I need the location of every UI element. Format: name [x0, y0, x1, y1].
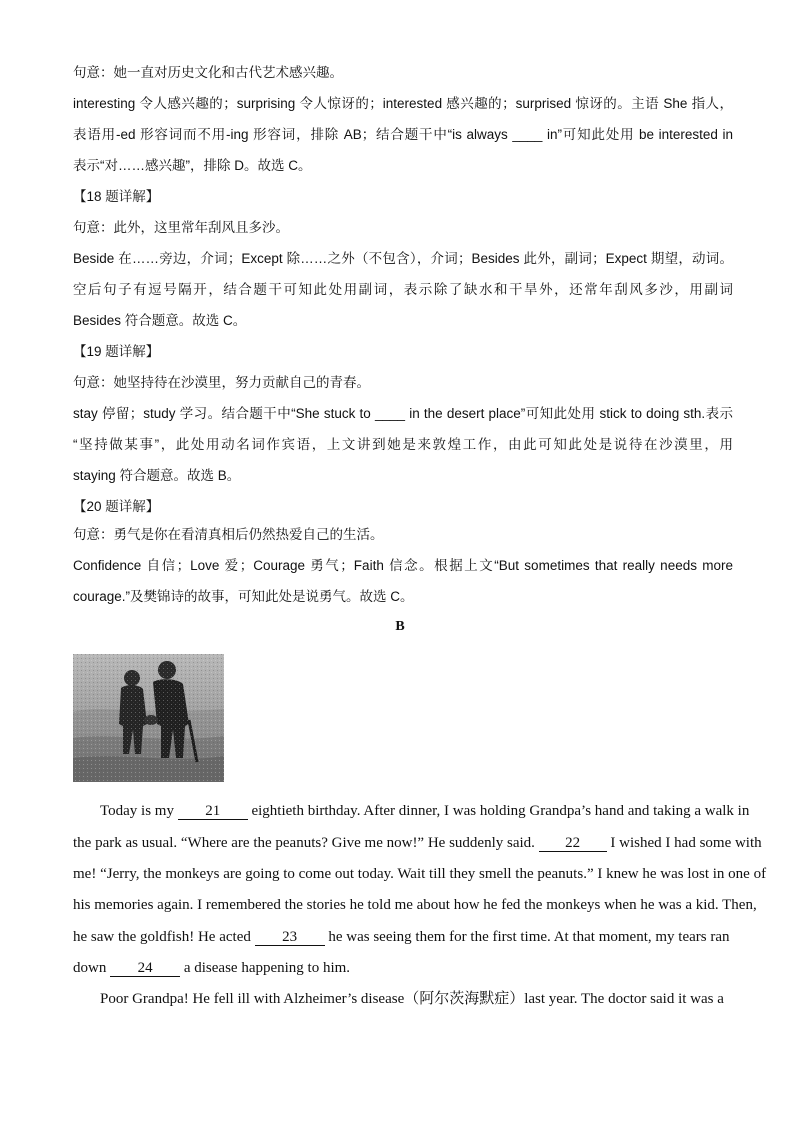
answer-blank-24: 24 [110, 960, 180, 977]
passage-line [100, 802, 750, 820]
explanation-line: courage.”及樊锦诗的故事，可知此处是说勇气。故选 C。 [73, 589, 414, 604]
passage-text: he saw the goldfish! He acted [73, 929, 251, 945]
explanation-line: 表语用-ed 形容词而不用-ing 形容词，排除 AB；结合题干中“is always ____ in”可知此处用 be interested in [73, 127, 733, 142]
explanation-line: 空后句子有逗号隔开，结合题干可知此处用副词，表示除了缺水和干旱外，还常年刮风多沙，用副词 [73, 282, 733, 297]
explanation-line: Confidence 自信；Love 爱；Courage 勇气；Faith 信念。根据上文“But sometimes that really needs more [73, 558, 733, 573]
passage-text: he was seeing them for the first time. At that moment, my tears ran [328, 929, 730, 945]
explanation-line: stay 停留；study 学习。结合题干中“She stuck to ____ in the desert place”可知此处用 stick to doing sth.表示 [73, 406, 733, 421]
passage-text: the park as usual. “Where are the peanuts? Give me now!” He suddenly said. [73, 835, 535, 851]
answer-blank-21: 21 [178, 803, 248, 820]
question-heading-19: 【19 题详解】 [73, 344, 160, 359]
passage-text: Today is my [100, 803, 174, 819]
sentence-meaning-17: 句意：她一直对历史文化和古代艺术感兴趣。 [73, 65, 343, 80]
passage-text: a disease happening to him. [183, 960, 351, 976]
passage-text: down [73, 960, 107, 976]
section-heading: B [395, 619, 405, 634]
question-heading-18: 【18 题详解】 [73, 189, 160, 204]
passage-line: me! “Jerry, the monkeys are going to come out today. Wait till they smell the peanuts.” I knew he was lost in one of [73, 866, 767, 882]
explanation-line: staying 符合题意。故选 B。 [73, 468, 241, 483]
question-heading-20: 【20 题详解】 [73, 499, 160, 514]
two-people-walking-photo [73, 654, 224, 782]
passage-line [73, 928, 733, 946]
sentence-meaning-18: 句意：此外，这里常年刮风且多沙。 [73, 220, 289, 235]
explanation-line: Besides 符合题意。故选 C。 [73, 313, 247, 328]
answer-blank-23: 23 [255, 929, 325, 946]
passage-text: I wished I had some with [610, 835, 762, 851]
passage-line: Poor Grandpa! He fell ill with Alzheimer’s disease（阿尔茨海默症）last year. The doctor said it was a [100, 991, 724, 1007]
sentence-meaning-19: 句意：她坚持待在沙漠里，努力贡献自己的青春。 [73, 375, 370, 390]
sentence-meaning-20: 句意：勇气是你在看清真相后仍然热爱自己的生活。 [73, 527, 384, 542]
explanation-line: Beside 在……旁边，介词；Except 除……之外（不包含），介词；Besides 此外，副词；Expect 期望，动词。 [73, 251, 733, 266]
passage-line [73, 834, 762, 852]
passage-line [73, 959, 733, 977]
passage-text: eightieth birthday. After dinner, I was holding Grandpa’s hand and taking a walk in [251, 803, 750, 819]
explanation-line: “坚持做某事”，此处用动名词作宾语，上文讲到她是来敦煌工作，由此可知此处是说待在沙漠里，用 [73, 437, 733, 452]
answer-blank-22: 22 [539, 835, 607, 852]
passage-line: his memories again. I remembered the stories he told me about how he fed the monkeys when he was a kid. Then, [73, 897, 757, 913]
explanation-line: 表示“对……感兴趣”，排除 D。故选 C。 [73, 158, 312, 173]
explanation-line: interesting 令人感兴趣的；surprising 令人惊讶的；interested 感兴趣的；surprised 惊讶的。主语 She 指人， [73, 96, 733, 111]
